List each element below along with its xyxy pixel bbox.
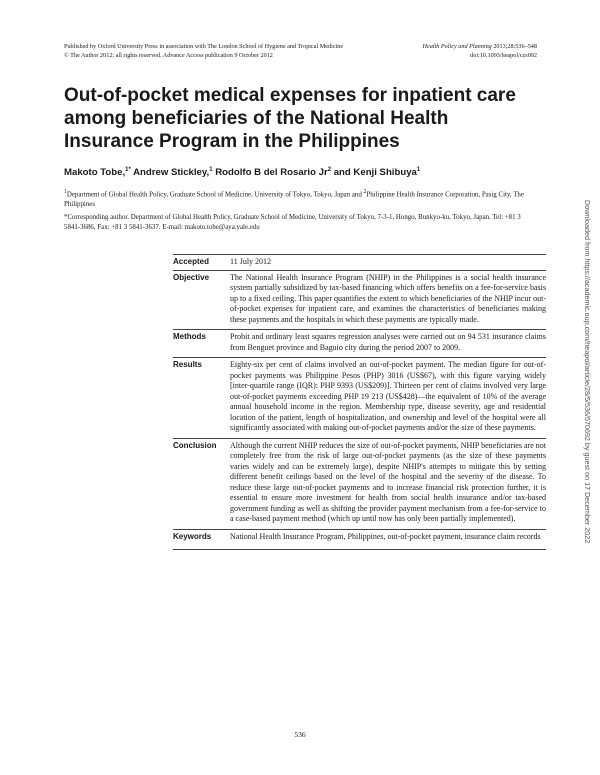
author-affil-mark: 2 — [327, 167, 332, 173]
author-name: and Kenji Shibuya — [333, 167, 417, 179]
author-name: Rodolfo B del Rosario Jr — [215, 167, 328, 179]
affil-mark: 2 — [363, 189, 367, 195]
page-number: 536 — [294, 730, 306, 739]
abstract-text: The National Health Insurance Program (NHIP) in the Philippines is a social health insurance system partially subsidized by tax-based financing which offers benefits on a fee-for-service basis up to a fixed ceiling. This paper quantifies the extent to which beneficiaries of the NHIP incur out-of-pocket expenses for inpatient care, and examines the characteristics of beneficiaries making these payments and the hospitals in which these payments are typically made. — [230, 272, 546, 324]
author-name: Andrew Stickley, — [133, 167, 210, 179]
journal-name: Health Policy and Planning — [422, 43, 492, 50]
author-affil-mark: 1* — [125, 167, 131, 173]
journal-header — [397, 42, 537, 60]
journal-citation: 2013;28:536–548 — [493, 43, 537, 50]
abstract-row-results — [173, 357, 546, 438]
abstract-text: Probit and ordinary least squares regression analyses were carried out on 94 531 insurance claims from Benguet province and Baguio city during the period 2007 to 2009. — [230, 332, 546, 352]
affiliation-text: Philippine Health Insurance Corporation, Pasig City, The Philippines — [64, 191, 524, 208]
abstract-label: Methods — [173, 332, 206, 341]
abstract-label: Keywords — [173, 531, 212, 541]
abstract-text: Eighty-six per cent of claims involved an out-of-pocket payment. The median figure for out-of-pocket payments was Philippine Pesos (PHP) 3016 (US$67), with this figure varying widely [inter-quartile range (IQR): PHP 9393 (US$209)]. Thirteen per cent of claims involved very large out-of-pocket payments exceeding PHP 19 213 (US$428)—the equivalent of 10% of the average annual household income in the region. Membership type, disease severity, age and residential location of the patient, length of hospitalization, and ownership and level of the hospital were all significantly associated with making out-of-pocket payments and/or the size of these payments. — [230, 360, 546, 432]
abstract-label: Accepted — [173, 257, 210, 266]
abstract-row-accepted — [173, 254, 546, 270]
abstract-label: Objective — [173, 272, 210, 282]
affiliations — [64, 188, 536, 209]
download-watermark: Downloaded from https://academic.oup.com/heapol/article/28/5/536/570692 by guest on 17 December 2022 — [583, 200, 592, 544]
abstract-box — [173, 254, 546, 550]
affil-mark: 1 — [64, 189, 67, 195]
affiliation-text: Department of Global Health Policy, Graduate School of Medicine, University of Tokyo, Tokyo, Japan and — [66, 191, 364, 199]
abstract-row-conclusion — [173, 438, 546, 529]
doi: doi:10.1093/heapol/czs092 — [470, 52, 537, 59]
author-affil-mark: 1 — [416, 167, 421, 173]
publisher-header — [64, 42, 424, 60]
abstract-row-methods — [173, 329, 546, 357]
abstract-text: National Health Insurance Program, Philippines, out-of-pocket payment, insurance claim records — [230, 531, 541, 541]
corresponding-author: *Corresponding author. Department of Global Health Policy, Graduate School of Medicine, University of Tokyo, 7-3-1, Hongo, Bunkyo-ku, Tokyo, Japan. Tel: +81 3 5841-3686, Fax: +81 3 5841-3637. E-mail: makoto.tobe@aya.yale.edu — [64, 214, 521, 231]
publisher-line: Published by Oxford University Press in association with The London School of Hygiene and Tropical Medicine — [64, 43, 344, 50]
abstract-text: Although the current NHIP reduces the size of out-of-pocket payments, NHIP beneficiaries are not completely free from the risk of large out-of-pocket payments (as the size of these payments varies widely and can be extremely large), despite NHIP's attempts to mitigate this by setting different benefit ceilings based on the level of the hospital and the severity of the disease. To reduce these large out-of-pocket payments and to increase financial risk protection further, it is essential to ensure more investment for health from social health insurance and/or tax-based government funding as well as shifting the provider payment mechanism from a fee-for-service to a case-based payment method (which up until now has only been partially implemented). — [230, 440, 546, 523]
abstract-row-objective — [173, 270, 546, 330]
author-affil-mark: 1 — [209, 167, 213, 173]
author-name: Makoto Tobe, — [64, 167, 126, 179]
article-title: Out-of-pocket medical expenses for inpatient care among beneficiaries of the National Health Insurance Program in the Philippines — [64, 85, 516, 152]
abstract-row-keywords — [173, 529, 546, 551]
abstract-text: 11 July 2012 — [230, 257, 272, 266]
abstract-label: Results — [173, 360, 202, 369]
author-list — [64, 164, 534, 179]
abstract-label: Conclusion — [173, 440, 217, 450]
copyright-line: © The Author 2012; all rights reserved. Advance Access publication 9 October 2012 — [64, 52, 273, 59]
